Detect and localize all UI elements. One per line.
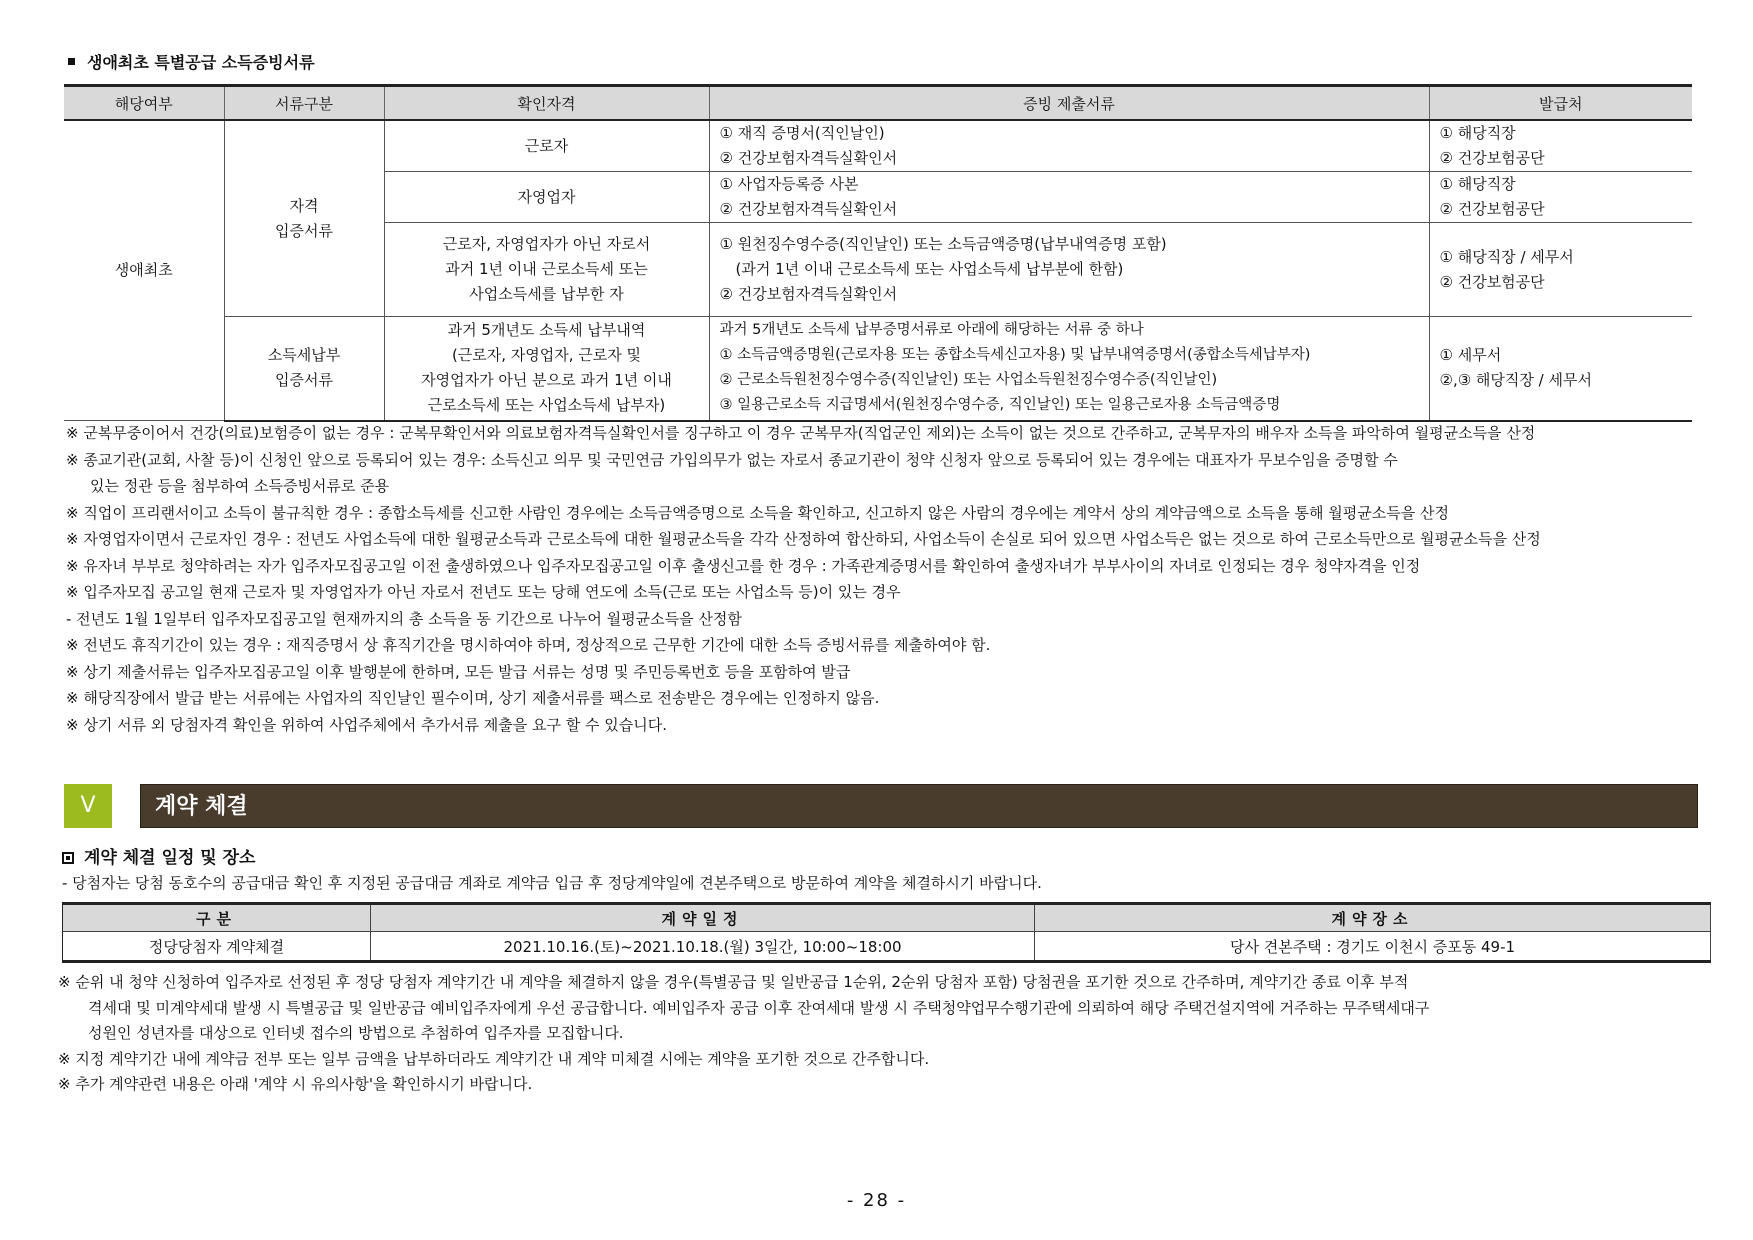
note-item: ※ 자영업자이면서 근로자인 경우 : 전년도 사업소득에 대한 월평균소득과 근로소득에 대한 월평균소득을 각각 산정하여 합산하되, 사업소득이 손실로 되어 있으면 사업소득은 없는 것으로 하여 근로소득만으로 월평균소득을 산정 — [66, 530, 1541, 548]
note-item: ※ 해당직장에서 발급 받는 서류에는 사업자의 직인날인 필수이며, 상기 제출서류를 팩스로 전송받은 경우에는 인정하지 않음. — [66, 689, 880, 707]
section-banner-title: 계약 체결 — [140, 784, 1698, 828]
contract-notes — [58, 970, 1708, 1098]
boxed-square-icon — [62, 852, 74, 864]
issuer-cell — [1429, 120, 1692, 172]
document-line: ① 재직 증명서(직인날인) — [719, 124, 885, 142]
qualification-line: 근로자 — [524, 136, 569, 155]
note-item: ※ 입주자모집 공고일 현재 근로자 및 자영업자가 아닌 자로서 전년도 또는 당해 연도에 소득(근로 또는 사업소득 등)이 있는 경우 — [66, 583, 901, 601]
contract-subtitle — [62, 843, 255, 868]
documents-cell — [709, 120, 1429, 172]
doc-type-line: 소득세납부 — [267, 346, 341, 365]
contract-location-cell: 당사 견본주택 : 경기도 이천시 증포동 49-1 — [1035, 932, 1711, 962]
header-applicability: 해당여부 — [64, 86, 224, 121]
qualification-cell — [384, 223, 709, 317]
note-item: ※ 종교기관(교회, 사찰 등)이 신청인 앞으로 등록되어 있는 경우: 소득신고 의무 및 국민연금 가입의무가 없는 자로서 종교기관이 청약 신청자 앞으로 등록되어 있는 경우에는 대표자가 무보수임을 증명할 수 — [66, 450, 1398, 469]
issuer-line: ② 건강보험공단 — [1439, 200, 1545, 218]
qualification-cell — [384, 120, 709, 172]
contract-subtitle-text: 계약 체결 일정 및 장소 — [84, 848, 256, 868]
document-line: ② 건강보험자격득실확인서 — [719, 285, 898, 303]
note-item: ※ 상기 서류 외 당첨자격 확인을 위하여 사업주체에서 추가서류 제출을 요구 할 수 있습니다. — [66, 715, 667, 734]
document-line: 과거 5개년도 소득세 납부증명서류로 아래에 해당하는 서류 중 하나 — [719, 322, 1144, 339]
note-item: 성원인 성년자를 대상으로 인터넷 접수의 방법으로 추첨하여 입주자를 모집합니다. — [88, 1024, 624, 1042]
qualification-line: 사업소득세를 납부한 자 — [469, 285, 624, 303]
note-item: ※ 순위 내 청약 신청하여 입주자로 선정된 후 정당 당첨자 계약기간 내 계약을 체결하지 않을 경우(특별공급 및 일반공급 1순위, 2순위 당첨자 포함) 당첨권을 포기한 것으로 간주하며, 계약기간 종료 이후 부적 — [58, 973, 1409, 991]
qualification-cell — [384, 317, 709, 421]
notes-list — [66, 420, 1706, 738]
doc-type-cell — [224, 120, 384, 317]
doc-type-cell — [224, 317, 384, 421]
issuer-cell — [1429, 172, 1692, 223]
note-item: ※ 전년도 휴직기간이 있는 경우 : 재직증명서 상 휴직기간을 명시하여야 하며, 정상적으로 근무한 기간에 대한 소득 증빙서류를 제출하여야 함. — [66, 636, 991, 654]
header-category: 구분 — [63, 904, 371, 932]
doc-type-line: 입증서류 — [275, 221, 333, 240]
issuer-line: ① 해당직장 — [1439, 124, 1516, 142]
table-header-row — [64, 86, 1692, 121]
document-line: ② 건강보험자격득실확인서 — [719, 149, 898, 167]
income-proof-table — [64, 84, 1692, 422]
documents-cell — [709, 317, 1429, 421]
note-item: ※ 유자녀 부부로 청약하려는 자가 입주자모집공고일 이전 출생하였으나 입주자모집공고일 이후 출생신고를 한 경우 : 가족관계증명서를 확인하여 출생자녀가 부부사이의 자녀로 인정되는 경우 청약자격을 인정 — [66, 556, 1421, 575]
square-bullet-icon — [68, 58, 75, 65]
issuer-line: ② 건강보험공단 — [1439, 272, 1545, 291]
qualification-line: 과거 5개년도 소득세 납부내역 — [447, 321, 646, 340]
table-header-row — [63, 904, 1711, 932]
note-item: ※ 추가 계약관련 내용은 아래 '계약 시 유의사항'을 확인하시기 바랍니다. — [58, 1075, 533, 1093]
document-line: ① 사업자등록증 사본 — [719, 175, 859, 193]
issuer-line: ② 건강보험공단 — [1439, 149, 1545, 167]
section-number: V — [64, 784, 112, 828]
section-banner — [64, 784, 1698, 828]
section-title — [68, 50, 315, 73]
note-item: ※ 직업이 프리랜서이고 소득이 불규칙한 경우 : 종합소득세를 신고한 사람인 경우에는 소득금액증명으로 소득을 확인하고, 신고하지 않은 사람의 경우에는 계약서 상의 계약금액으로 소득을 통해 월평균소득을 산정 — [66, 503, 1449, 522]
note-item: 있는 정관 등을 첨부하여 소득증빙서류로 준용 — [90, 477, 390, 495]
note-item: ※ 상기 제출서류는 입주자모집공고일 이후 발행분에 한하며, 모든 발급 서류는 성명 및 주민등록번호 등을 포함하여 발급 — [66, 662, 851, 681]
issuer-cell — [1429, 223, 1692, 317]
contract-description: - 당첨자는 당첨 동호수의 공급대금 확인 후 지정된 공급대금 계좌로 계약금 입금 후 정당계약일에 견본주택으로 방문하여 계약을 체결하시기 바랍니다. — [62, 874, 1042, 892]
qualification-line: 근로자, 자영업자가 아닌 자로서 — [442, 235, 651, 253]
document-line: ① 소득금액증명원(근로자용 또는 종합소득세신고자용) 및 납부내역증명서(종합소득세납부자) — [719, 347, 1311, 364]
note-item: ※ 지정 계약기간 내에 계약금 전부 또는 일부 금액을 납부하더라도 계약기간 내 계약 미체결 시에는 계약을 포기한 것으로 간주합니다. — [58, 1049, 930, 1068]
documents-cell — [709, 223, 1429, 317]
qualification-cell — [384, 172, 709, 223]
issuer-line: ① 세무서 — [1439, 346, 1502, 365]
document-line: ② 건강보험자격득실확인서 — [719, 200, 898, 218]
contract-schedule-table — [62, 902, 1711, 963]
category-cell: 생애최초 — [64, 120, 224, 421]
documents-cell — [709, 172, 1429, 223]
qualification-line: (근로자, 자영업자, 근로자 및 — [451, 346, 642, 365]
issuer-cell — [1429, 317, 1692, 421]
contract-type-cell: 정당당첨자 계약체결 — [63, 932, 371, 962]
issuer-line: ① 해당직장 — [1439, 175, 1516, 193]
section-title-text: 생애최초 특별공급 소득증빙서류 — [87, 53, 315, 72]
qualification-line: 과거 1년 이내 근로소득세 또는 — [445, 260, 648, 278]
page-number: - 28 - — [846, 1190, 907, 1211]
document-line: ③ 일용근로소득 지급명세서(원천징수영수증, 직인날인) 또는 일용근로자용 소득금액증명 — [719, 397, 1281, 414]
issuer-line: ① 해당직장 / 세무서 — [1439, 247, 1574, 266]
header-location: 계약장소 — [1035, 904, 1711, 932]
note-item: ※ 군복무중이어서 건강(의료)보험증이 없는 경우 : 군복무확인서와 의료보험자격득실확인서를 징구하고 이 경우 군복무자(직업군인 제외)는 소득이 없는 것으로 간주하고, 군복무자의 배우자 소득을 파악하여 월평균소득을 산정 — [66, 424, 1536, 442]
note-item: 격세대 및 미계약세대 발생 시 특별공급 및 일반공급 예비입주자에게 우선 공급합니다. 예비입주자 공급 이후 잔여세대 발생 시 주택청약업무수행기관에 의뢰하여 해당 주택건설지역에 거주하는 무주택세대구 — [88, 998, 1430, 1017]
header-qualification: 확인자격 — [384, 86, 709, 121]
header-schedule: 계약일정 — [371, 904, 1035, 932]
issuer-line: ②,③ 해당직장 / 세무서 — [1439, 371, 1592, 390]
table-row — [64, 317, 1692, 421]
qualification-line: 자영업자가 아닌 분으로 과거 1년 이내 — [421, 371, 672, 390]
document-line: ① 원천징수영수증(직인날인) 또는 소득금액증명(납부내역증명 포함) — [719, 235, 1167, 253]
doc-type-line: 자격 — [289, 196, 319, 215]
contract-date-cell: 2021.10.16.(토)~2021.10.18.(월) 3일간, 10:00~18:00 — [371, 932, 1035, 962]
doc-type-line: 입증서류 — [275, 371, 333, 390]
table-row — [64, 120, 1692, 172]
header-documents: 증빙 제출서류 — [709, 86, 1429, 121]
header-doc-type: 서류구분 — [224, 86, 384, 121]
table-row — [63, 932, 1711, 962]
qualification-line: 자영업자 — [517, 187, 576, 206]
note-item: - 전년도 1월 1일부터 입주자모집공고일 현재까지의 총 소득을 동 기간으로 나누어 월평균소득을 산정함 — [66, 609, 742, 628]
document-line: (과거 1년 이내 근로소득세 또는 사업소득세 납부분에 한함) — [735, 260, 1124, 278]
header-issuer: 발급처 — [1429, 86, 1692, 121]
qualification-line: 근로소득세 또는 사업소득세 납부자) — [427, 396, 666, 415]
document-line: ② 근로소득원천징수영수증(직인날인) 또는 사업소득원천징수영수증(직인날인) — [719, 372, 1218, 389]
